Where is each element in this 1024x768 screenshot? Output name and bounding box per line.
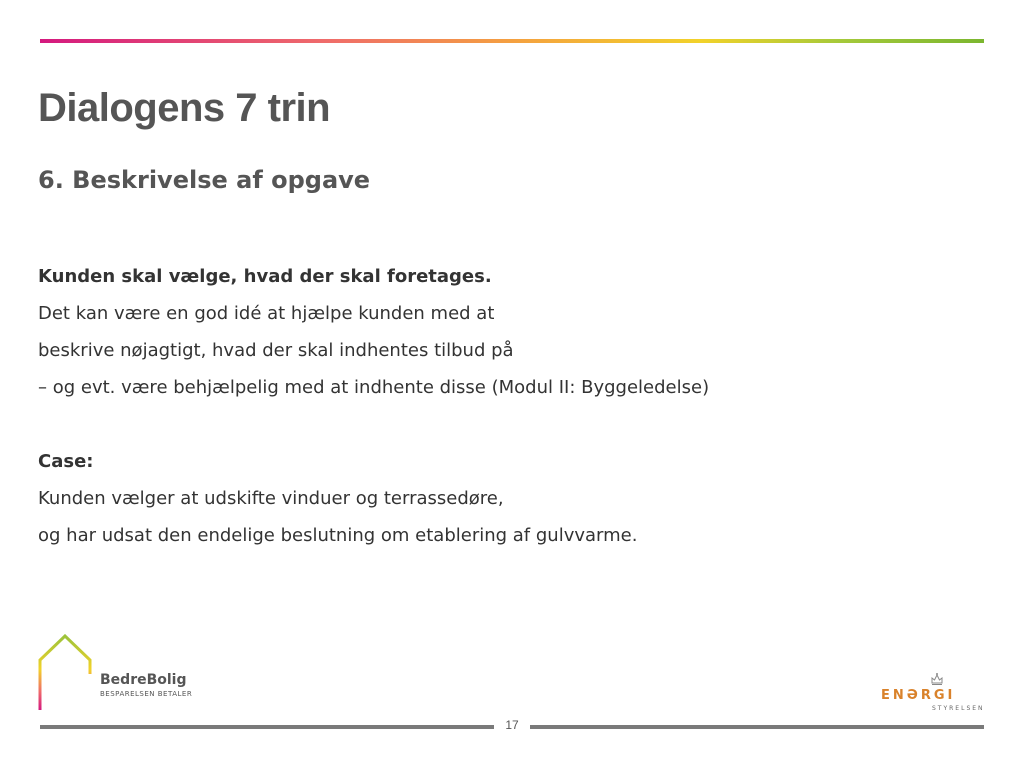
- house-outline-icon: [38, 634, 94, 714]
- body-line-case-heading: Case:: [38, 451, 94, 472]
- slide-subtitle: 6. Beskrivelse af opgave: [38, 166, 371, 194]
- body-line: Kunden vælger at udskifte vinduer og terrassedøre,: [38, 488, 504, 509]
- brand-name: BedreBolig: [100, 672, 187, 688]
- footer-rule-left: [40, 725, 494, 729]
- agency-subtitle: STYRELSEN: [932, 705, 985, 712]
- slide-title: Dialogens 7 trin: [38, 86, 331, 130]
- body-line: Det kan være en god idé at hjælpe kunden med at: [38, 303, 495, 324]
- brand-tagline: BESPARELSEN BETALER: [100, 690, 193, 698]
- slide-body: [38, 262, 978, 558]
- body-line: – og evt. være behjælpelig med at indhente disse (Modul II: Byggeledelse): [38, 377, 710, 398]
- crown-icon: [930, 672, 944, 686]
- body-line: og har udsat den endelige beslutning om etablering af gulvvarme.: [38, 525, 638, 546]
- footer-rule-right: [530, 725, 984, 729]
- paragraph-gap: [38, 410, 978, 447]
- agency-logo-text: [881, 688, 955, 703]
- page-number: 17: [505, 718, 519, 732]
- top-gradient-rule: [40, 39, 984, 43]
- body-line: beskrive nøjagtigt, hvad der skal indhentes tilbud på: [38, 340, 514, 361]
- agency-name-end: RGI: [920, 688, 956, 703]
- body-line-intro: Kunden skal vælge, hvad der skal foretages.: [38, 266, 492, 287]
- agency-name-mid: Ə: [906, 688, 921, 703]
- agency-name-start: EN: [881, 688, 907, 703]
